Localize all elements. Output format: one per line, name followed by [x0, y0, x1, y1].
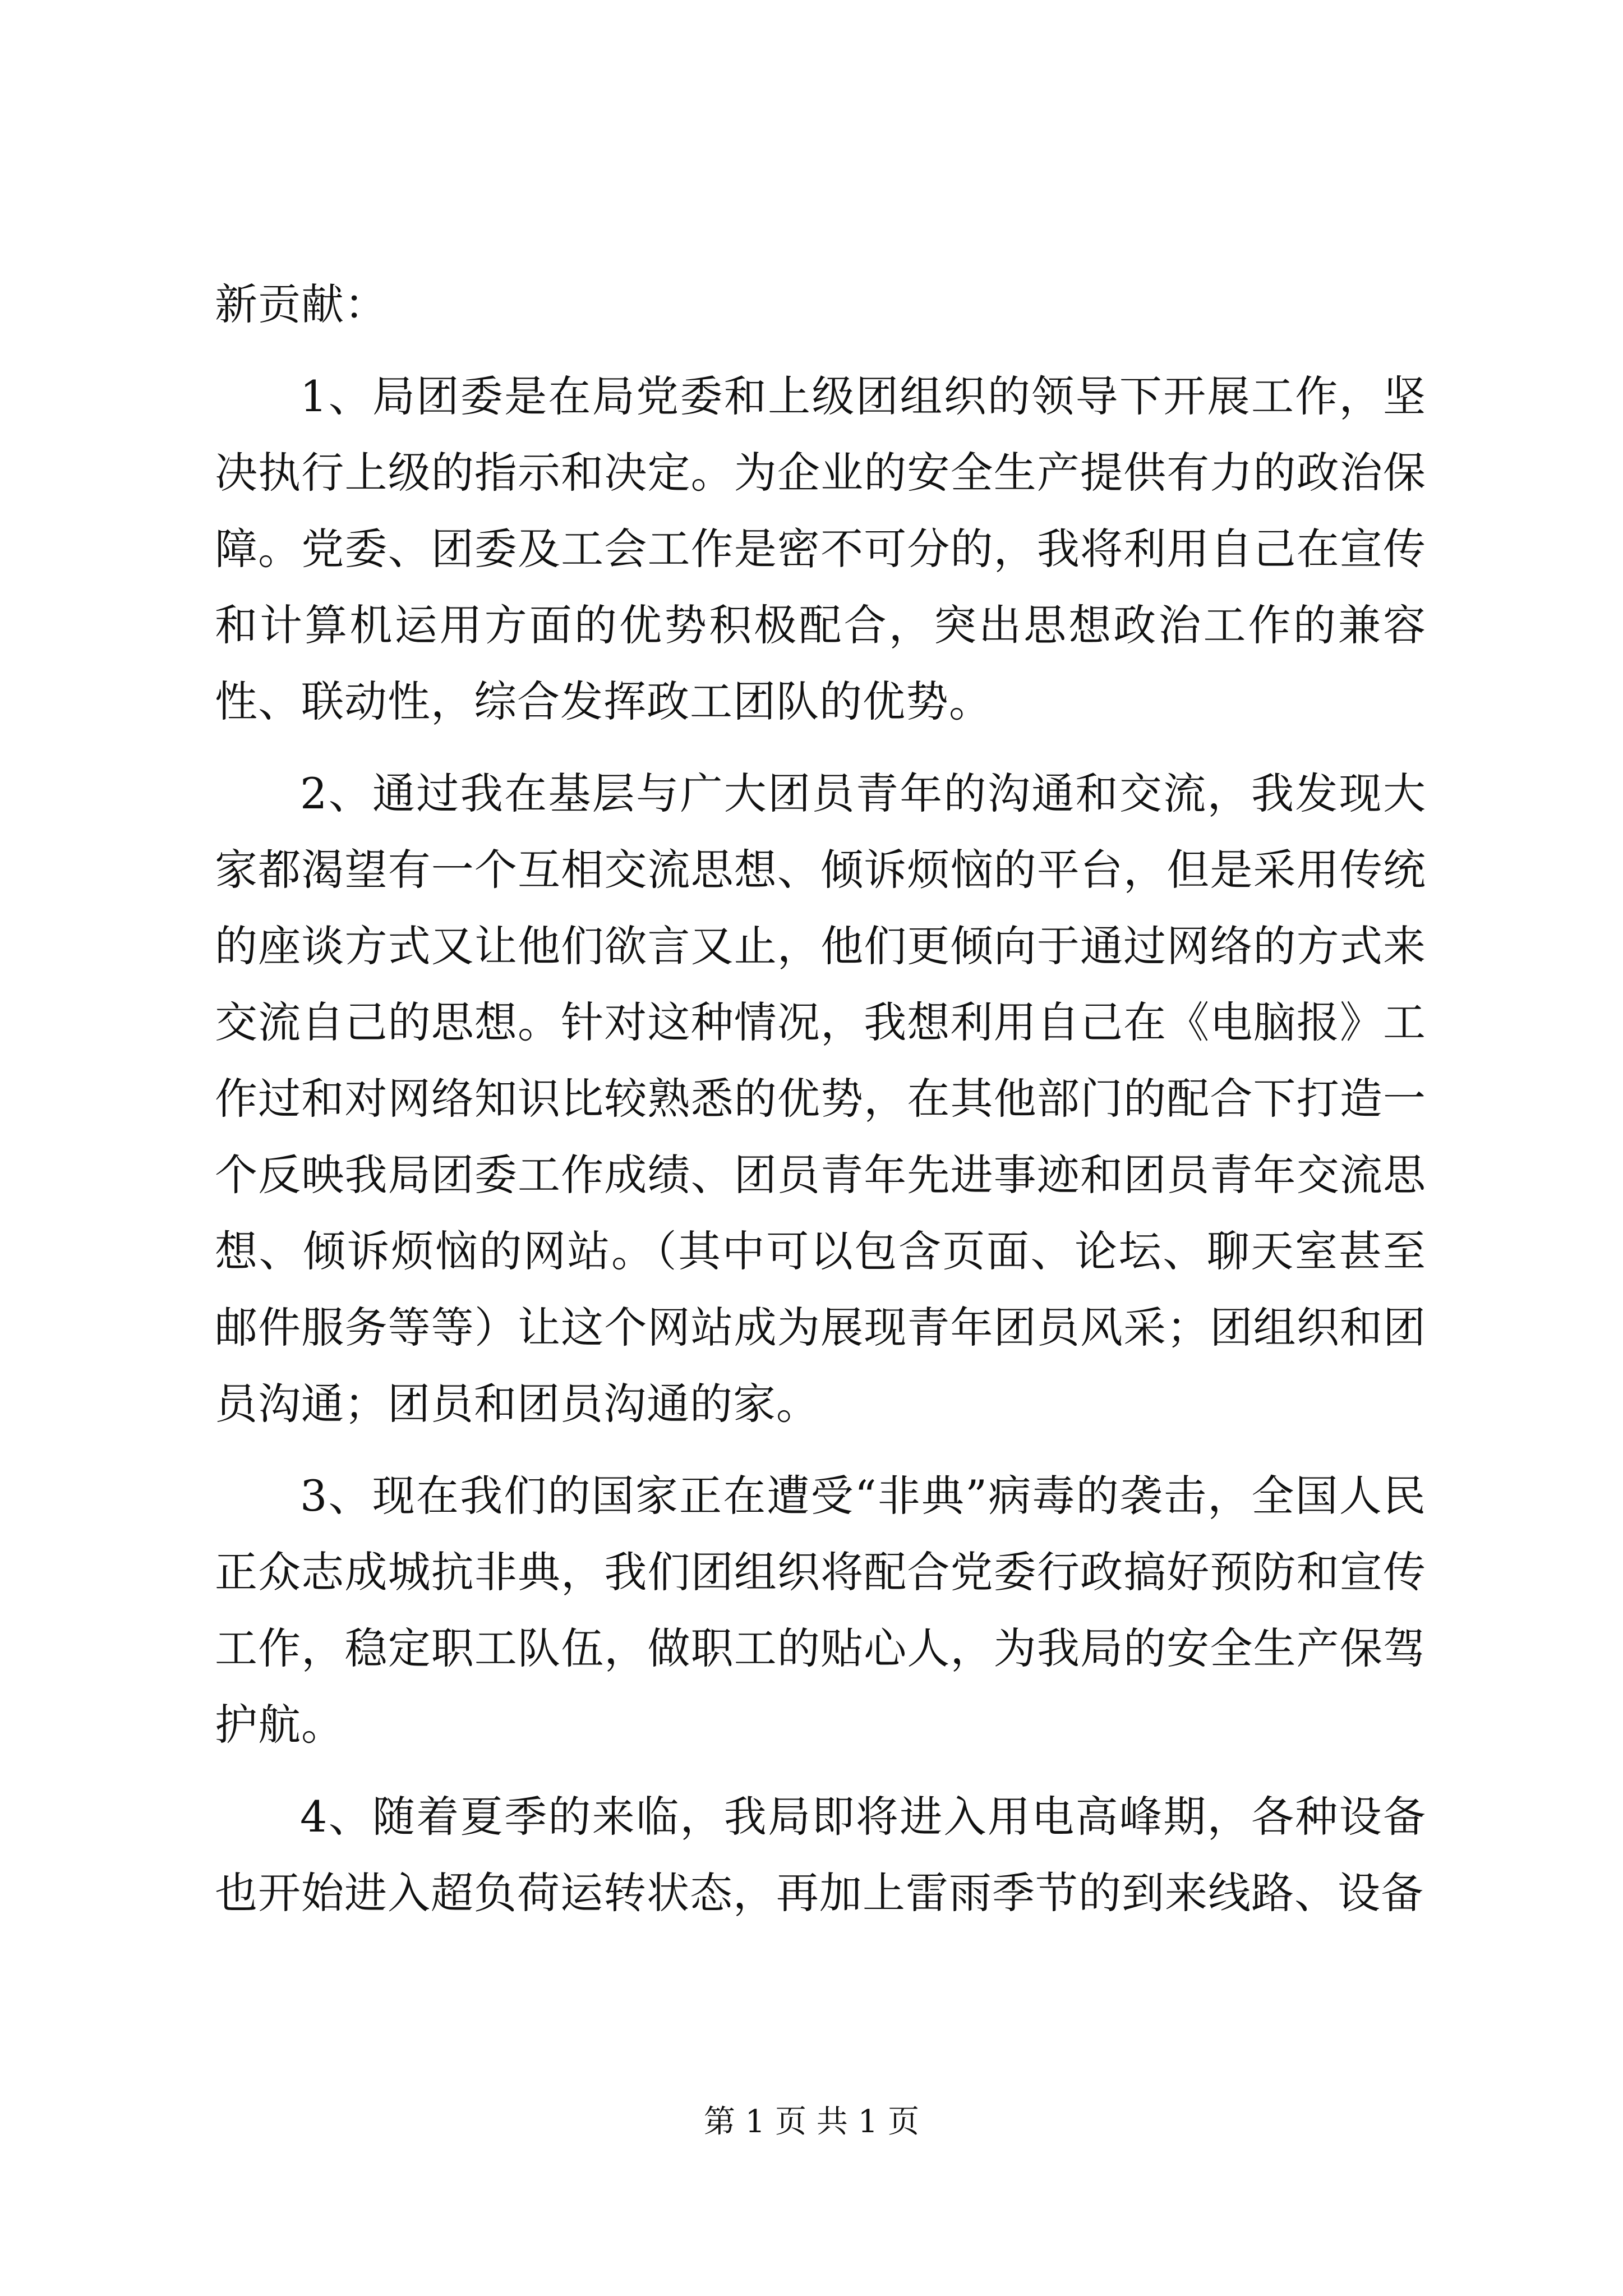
paragraph-item-3: 3、现在我们的国家正在遭受“非典”病毒的袭击，全国人民正众志成城抗非典，我们团组织将配合党委行政搞好预防和宣传工作，稳定职工队伍，做职工的贴心人，为我局的安全生产保驾护航。 [215, 1471, 1426, 1750]
paragraph-item-1: 1、局团委是在局党委和上级团组织的领导下开展工作，坚决执行上级的指示和决定。为企业的安全生产提供有力的政治保障。党委、团委及工会工作是密不可分的，我将利用自己在宣传和计算机运用方面的优势积极配合，突出思想政治工作的兼容性、联动性，综合发挥政工团队的优势。 [215, 371, 1426, 726]
page-number-label: 第 1 页 共 1 页 [703, 2104, 920, 2140]
page-footer [0, 2102, 1623, 2142]
paragraph-item-4: 4、随着夏季的来临，我局即将进入用电高峰期，各种设备也开始进入超负荷运转状态，再加上雷雨季节的到来线路、设备 [215, 1792, 1426, 1918]
paragraph-item-2: 2、通过我在基层与广大团员青年的沟通和交流，我发现大家都渴望有一个互相交流思想、倾诉烦恼的平台，但是采用传统的座谈方式又让他们欲言又止，他们更倾向于通过网络的方式来交流自己的思想。针对这种情况，我想利用自己在《电脑报》工作过和对网络知识比较熟悉的优势，在其他部门的配合下打造一个反映我局团委工作成绩、团员青年先进事迹和团员青年交流思想、倾诉烦恼的网站。（其中可以包含页面、论坛、聊天室甚至邮件服务等等）让这个网站成为展现青年团员风采；团组织和团员沟通；团员和团员沟通的家。 [215, 769, 1426, 1429]
document-body [215, 266, 1426, 1931]
paragraph-intro: 新贡献： [215, 279, 388, 329]
